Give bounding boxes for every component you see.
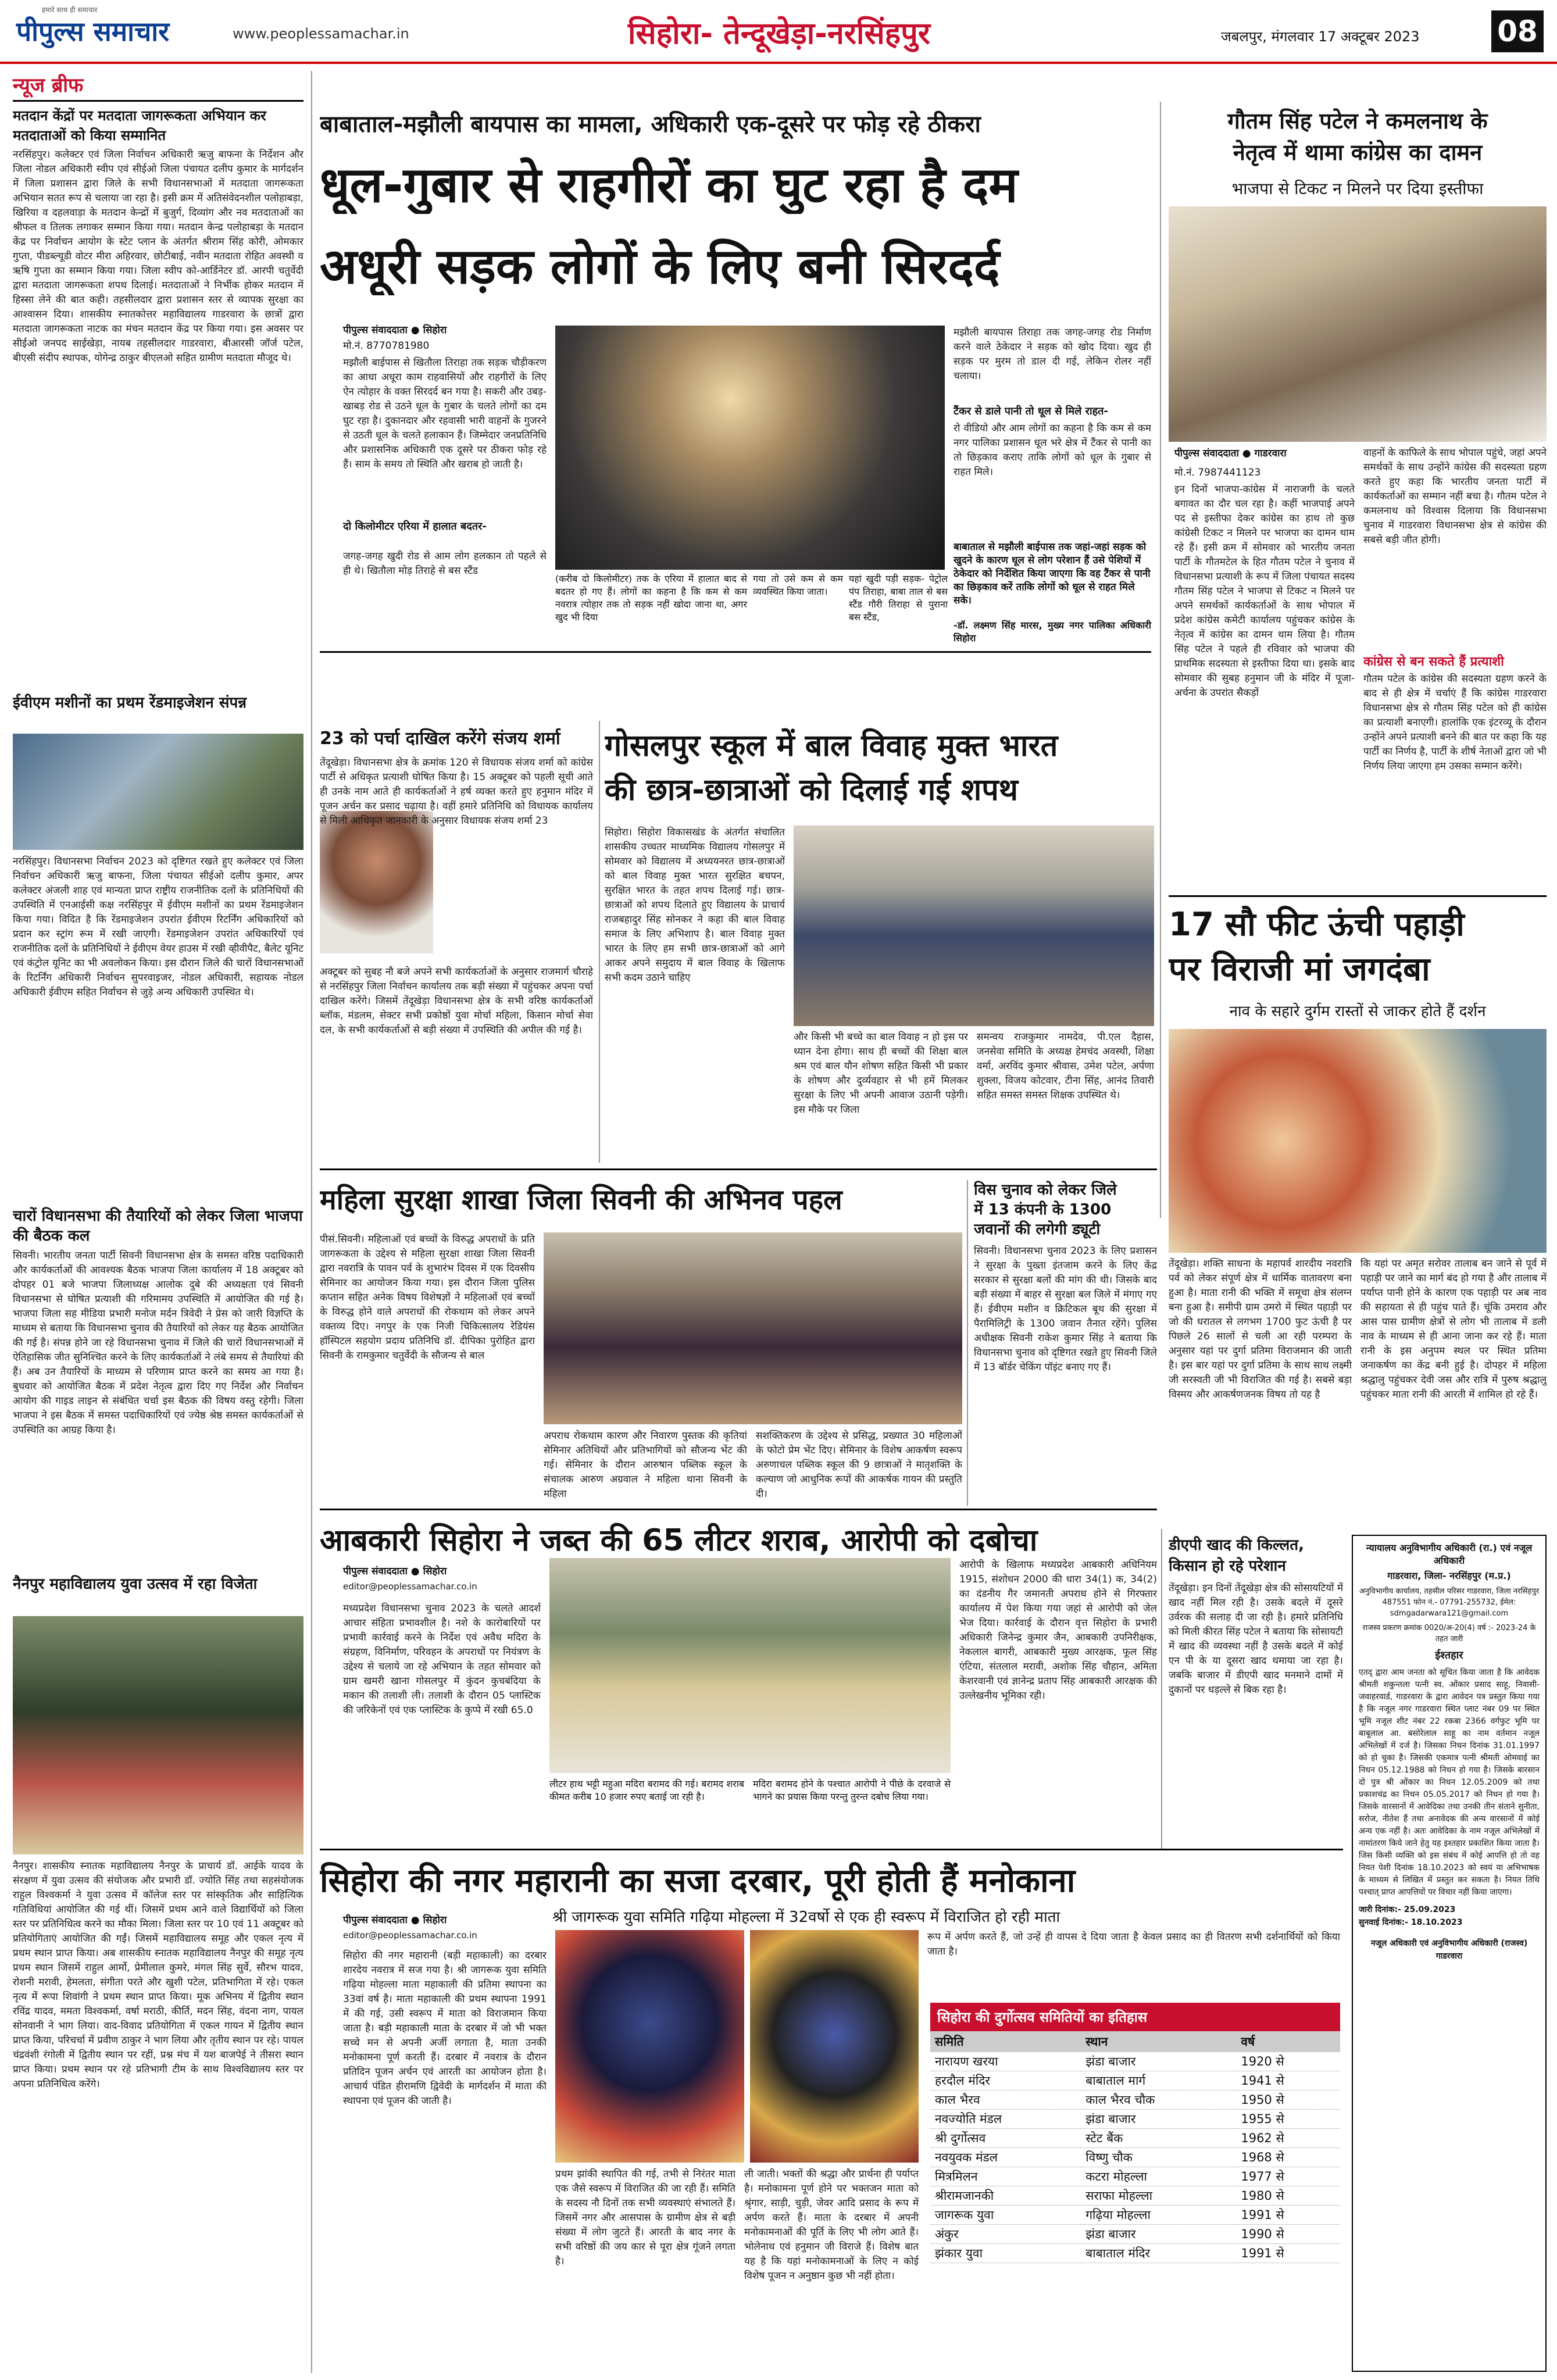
dust-headline-1: धूल-गुबार से राहगीरों का घुट रहा है दम <box>320 156 1018 213</box>
table-cell: झंकार युवा <box>930 2244 1081 2263</box>
notice-signature: नजूल अधिकारी एवं अनुविभागीय अधिकारी (राजस्व) गाडरवारा <box>1370 1939 1528 1961</box>
durga-col-2: कि यहां पर अमृत सरोवर तालाब बन जाने से पूर्व में पहाड़ी पर जाने का मार्ग बंद हो गया है और तालाब में पर्याप्त पानी होने के कारण एक पहाड़ी पर अब नाव की सहायता से ही पहुंच पाते हैं। चूंकि उमराव और आस पास ग्रामीण क्षेत्रों से लोग भी तालाब में डली नाव के माध्यम से ही आना जाना कर रहे हैं। माता रानी के इस अनुपम स्थल पर स्थित प्रतिमा जनाकर्षण का केंद्र बनी हुई है। दोपहर में महिला श्रद्धालु पहुंचकर देवी जस और रात्रि में पुरुष श्रद्धालु पहुंचकर माता रानी की आरती में शामिल हो रहे हैं। <box>1360 1258 1547 1400</box>
maharani-col-3: ली जाती। भक्तों की श्रद्धा और प्रार्थना ही पर्याप्त है। मनोकामना पूर्ण होने पर भक्तजन माता को श्रृंगार, साड़ी, चुड़ी, जेवर आदि प्रसाद के रूप में अर्पण करते हैं। माता के दरबार में अपनी मनोकामनाओं की पूर्ति के लिए भी लोग आते हैं। भोलेनाथ एवं हनुमान जी विराजे हैं। विशेष बात यह है कि यहां मनोकामनाओं के लिए न कोई विशेष पूजन न अनुष्ठान कुछ भी नहीं होता। <box>744 2168 919 2282</box>
dust-subhead-2: टैंकर से डाले पानी तो धूल से मिले राहत- <box>954 405 1108 417</box>
gautam-col-2b: गौतम पटेल के कांग्रेस की सदस्यता ग्रहण करने के बाद से ही क्षेत्र में चर्चाएं हैं कि कांग्रेस गाडरवारा विधानसभा क्षेत्र से गौतम सिंह पटेल को ही कांग्रेस का प्रत्याशी बनाएगी। हालांकि एक इंटरव्यू के दौरान उन्होंने अपने प्रत्याशी बनने की बात पर कहा कि यह पार्टी का निर्णय है, पार्टी के शीर्ष नेताओं द्वारा जो भी निर्णय लिया जाएगा हम उसका सम्मान करेंगे। <box>1363 673 1547 772</box>
table-cell: 1950 से <box>1236 2090 1340 2110</box>
gautam-deck: भाजपा से टिकट न मिलने पर दिया इस्तीफा <box>1231 179 1484 198</box>
mahila-col-2: अपराध रोकथाम कारण और निवारण पुस्तक की कृतियां सेमिनार अतिथियों और प्रतिभागियों को सौजन्य भेंट की गई। सेमिनार के दौरान आरुषान पब्लिक स्कूल के संचालक आरुण अग्रवाल ने महिला थाना सिवनी के महिला <box>544 1430 747 1500</box>
durga-photo <box>1169 1029 1547 1253</box>
news-brief-label: न्यूज ब्रीफ <box>13 74 84 97</box>
school-headline-2: की छात्र-छात्राओं को दिलाई गई शपथ <box>605 773 1019 807</box>
dust-contact: मो.नं. 8770781980 <box>343 340 430 352</box>
table-cell: सराफा मोहल्ला <box>1081 2186 1236 2206</box>
dust-col-3: मझौली बायपास तिराहा तक जगह-जगह रोड निर्माण करने वाले ठेकेदार ने सड़क को खोद दिया। खुद ही सड़क पर मुरम तो डाल दी गई, लेकिन रोलर नहीं चलाया। <box>954 327 1151 382</box>
logo: पीपुल्स समाचार <box>16 16 170 47</box>
table-cell: श्री दुर्गोत्सव <box>930 2129 1081 2148</box>
school-col-2: और किसी भी बच्चे का बाल विवाह न हो इस पर ध्यान देना होगा। साथ ही बच्चों की शिक्षा बाल श्रम एवं बाल यौन शोषण सहित किसी भी प्रकार के शोषण और दुर्व्यवहार से भी हमें मिलकर सुरक्षा के लिए भी अपनी आवाज उठानी पड़ेगी। इस मौके पर जिला <box>794 1031 968 1116</box>
dateline: जबलपुर, मंगलवार 17 अक्टूबर 2023 <box>1221 28 1420 45</box>
brief-3-body: सिवनी। भारतीय जनता पार्टी सिवनी विधानसभा क्षेत्र के समस्त वरिष्ठ पदाधिकारी और कार्यकर्ताओं की आवश्यक बैठक भाजपा जिला कार्यालय में 18 अक्टूबर को दोपहर 01 बजे भाजपा जिलाध्यक्ष आलोक दुबे की अध्यक्षता एवं सिवनी विधानसभा से घोषित प्रत्याशी की गरिमामय उपस्थिति में आयोजित की गई है। भाजपा जिला सह मीडिया प्रभारी मनोज मर्दन त्रिवेदी ने प्रेस को जारी विज्ञप्ति के माध्यम से बताया कि विधानसभा चुनाव की तैयारियों को लेकर यह बैठक आयोजित की गई है। संपन्न होने जा रहे विधानसभा चुनाव में जिले की चारों विधानसभाओं में ऐतिहासिक जीत सुनिश्चित करने के लिए कार्यकर्ताओं ने लंबे समय से तैयारियां की हैं। अब उन तैयारियों के माध्यम से परिणाम प्राप्त करने का समय आ गया है। बुधवार को आयोजित बैठक में प्रदेश नेतृत्व द्वारा दिए गए निर्देश और निर्वाचन आयोग की गाइड लाइन से संबंधित चर्चा इस बैठक की विषय वस्तु रहेगी। जिला भाजपा ने इस बैठक में समस्त पदाधिकारियों एवं ज्येष्ठ श्रेष्ठ समस्त कार्यकर्ताओं से उपस्थिति का आग्रह किया है। <box>13 1250 303 1436</box>
mahila-col-1: पीसं.सिवनी। महिलाओं एवं बच्चों के विरुद्ध अपराधों के प्रति जागरूकता के उद्देश्य से महिला सुरक्षा शाखा जिला सिवनी द्वारा नवरात्रि के पावन पर्व के शुभारंभ दिवस में एक दिवसीय सेमिनार का आयोजन किया गया। इस दौरान जिला पुलिस कप्तान सहित अनेक विषय विशेषज्ञों ने महिलाओं एवं बच्चों के विरुद्ध होने वाले अपराधों की रोकथाम को लेकर अपने वक्तव्य दिए। नगपुर के एक निजी चिकित्सालय रेडियंस हॉस्पिटल सहयोग प्रदाय प्रतिनिधि डॉ. दीपिका पुरोहित द्वारा सिवनी के रामकुमार चतुर्वेदी के सौजन्य से बाल <box>320 1234 535 1361</box>
dust-col-3b: रो वीडियो और आम लोगों का कहना है कि कम से कम नगर पालिका प्रशासन धूल भरे क्षेत्र में टैंकर से पानी का तो छिड़काव कराए ताकि लोगों को धूल के गुबार से राहत मिले। <box>954 423 1151 478</box>
divider <box>320 1849 1343 1850</box>
gautam-contact: मो.नं. 7987441123 <box>1174 467 1261 478</box>
dust-caption-a: (करीब दो किलोमीटर) तक के एरिया में हालात बाद से बदतर हो गए हैं। लोगों का कहना है कि कम से कम नवरात्र त्योहार तक तो सड़क नहीं खोदा जाना था, अगर खुद भी दिया <box>555 573 747 623</box>
table-row <box>930 2244 1340 2263</box>
table-row <box>930 2090 1340 2110</box>
maharani-byline: पीपुल्स संवाददाता ● सिहोरा <box>343 1914 447 1926</box>
liquor-col-3: आरोपी के खिलाफ मध्यप्रदेश आबकारी अधिनियम 1915, संशोधन 2000 की धारा 34(1) क, 34(2) का दंडनीय गैर जमानती अपराध होने से गिरफ्तार कार्यालय में पेश किया गया जहां से आरोपी को जेल भेज दिया। कार्रवाई के दौरान वृत्त सिहोरा के प्रभारी अधिकारी जिनेन्द्र कुमार जैन, आबकारी उपनिरीक्षक, नेकलाल बागरी, आबकारी मुख्य आरक्षक, फूल सिंह एंटिया, संतलाल मरावी, अशोक सिंह चौहान, अमिता केशरवानी एवं ज्ञानेन्द्र प्रताप सिंह आबकारी आरक्षक की उल्लेखनीय भूमिका रही। <box>959 1559 1157 1702</box>
maharani-email: editor@peoplessamachar.co.in <box>343 1930 477 1941</box>
table-row <box>930 2186 1340 2206</box>
table-cell: नवज्योति मंडल <box>930 2110 1081 2129</box>
table-row <box>930 2206 1340 2225</box>
mahila-photo <box>544 1232 962 1424</box>
table-cell: हरदौल मंदिर <box>930 2071 1081 2090</box>
liquor-caption-b: मदिरा बरामद होने के पश्चात आरोपी ने पीछे के दरवाजे से भागने का प्रयास किया परन्तु तुरन्त दबोच लिया गया। <box>753 1778 951 1802</box>
table-row <box>930 2052 1340 2071</box>
table-cell: झंडा बाजार <box>1081 2110 1236 2129</box>
gautam-headline-2: नेतृत्व में थामा कांग्रेस का दामन <box>1233 140 1483 165</box>
section-title: सिहोरा- तेन्दूखेड़ा-नरसिंहपुर <box>628 16 931 51</box>
table-cell: बाबाताल मंदिर <box>1081 2244 1236 2263</box>
logo-tagline: हमारे साथ ही समाचार <box>42 6 98 14</box>
notice-header: न्यायालय अनुविभागीय अधिकारी (रा.) एवं नजूल अधिकारी <box>1366 1542 1533 1566</box>
maharani-photo-1 <box>555 1930 744 2163</box>
dust-caption-b: गया तो उसे कम से कम व्यवस्थित किया जाता। <box>753 573 843 597</box>
column-divider <box>311 71 312 2373</box>
table-row <box>930 2225 1340 2244</box>
brief-1-body: नरसिंहपुर। कलेक्टर एवं जिला निर्वाचन अधिकारी ऋजु बाफना के निर्देशन और जिला नोडल अधिकारी स्वीप एवं सीईओ जिला पंचायत दलीप कुमार के मार्गदर्शन में जिला प्रशासन द्वारा जिले के सभी विधानसभाओं में मतदाता जागरूकता अभियान सतत रूप से चलाया जा रहा है। इसी क्रम में अतिसंवेदनशील पलोहाबड़ा, खिरिया व दहलवाड़ा के मतदान केन्द्रों में बुजुर्ग, दिव्यांग और नव मतदाताओं का श्रीफल व तिलक लगाकर सम्मान किया गया। मतदान केन्द्र पलोहाबड़ा के मतदान केंद्र पर निर्वाचन आयोग के स्टेट प्लान के अंतर्गत श्रीराम सिंह कोरी, ओमकार गुप्ता, पीडब्ल्यूडी वोटर मीरा अहिरवार, छोटीबाई, नवीन मतदाता रोहित अवस्थी व ऋषि गुप्ता का सम्मान किया गया। जिला स्वीप को-आर्डिनेटर डॉ. आरपी चतुर्वेदी द्वारा मतदाता जागरूकता शपथ दिलाई। मतदाताओं ने निर्भीक होकर मतदान में हिस्सा लेने की बात कही। तहसीलदार द्वारा प्रशासन स्तर से व्यापक सुरक्षा का आश्वासन दिया। शासकीय स्नातकोत्तर महाविद्यालय गाडरवारा के छात्रों द्वारा मतदाता जागरूकता नाटक का मंचन मतदान केंद्र पर किया गया। इस अवसर पर सीईओ जनपद साईखेड़ा, नायब तहसीलदार गाडरवारा, बीआरसी जॉर्ज पटेल, बीएसी संदीप स्थापक, योगेन्द्र ठाकुर बीएलओ सहित ग्रामीण मतदाता मौजूद थे। <box>13 149 303 364</box>
table-cell: जागरूक युवा <box>930 2206 1081 2225</box>
column-divider <box>599 721 600 1163</box>
school-headline-1: गोसलपुर स्कूल में बाल विवाह मुक्त भारत <box>605 728 1058 763</box>
notice-body: एतद् द्वारा आम जनता को सूचित किया जाता है कि आवेदक श्रीमती शकुन्तला पत्नी स्व. ओंकार प्रसाद साहू, निवासी- जवाहरवार्ड, गाडरवारा के द्वारा आवेदन पत्र प्रस्तुत किया गया है कि नजूल नगर गाडरवारा स्थित प्लाट नंबर 09 पर स्थित भूमि नजूल शीट नंबर 22 रकबा 2366 वर्गफुट भूमि पर बाबूलाल आ. बसोरेलाल साहू का नाम वर्तमान नजूल अभिलेखों में दर्ज है। जिसका निधन दिनांक 31.01.1997 को हो चुका है। जिसकी एकमात्र पत्नी श्रीमती ओमवाई का निधन 05.12.1988 को निधन हो गया है। जिसके बारसान दो पुत्र श्री ओंकार का निधन 12.05.2009 को तथा प्रकाशचंद्र का निधन 05.05.2017 को निधन हो गया है। जिसके वारसानों में आवेदिका तथा उनकी तीन संताने सुनीता, सरोज, नीतेश हैं तथा अनावेदक की अन्य वारसानों में कोई अन्य एक नहीं है। अतः आवेदिका के नाम नजूल अभिलेखों में नामांतरण किये जाने हेतु यह इश्तहार प्रकाशित किया जाता है। जिस किसी व्यक्ति को इस संबंध में कोई आपत्ति हो तो वह नियत पेशी दिनांक 18.10.2023 को स्वयं या अभिभाषक के माध्यम से लिखित में प्रस्तुत कर सकता है। नियत तिथि पश्चात् प्राप्त आपत्तियों पर विचार नहीं किया जाएगा। <box>1359 1668 1540 1897</box>
dap-headline-2: किसान हो रहे परेशान <box>1169 1557 1286 1575</box>
table-row <box>930 2110 1340 2129</box>
election-headline-1: विस चुनाव को लेकर जिले <box>974 1181 1117 1199</box>
mahila-headline: महिला सुरक्षा शाखा जिला सिवनी की अभिनव पहल <box>320 1184 842 1216</box>
dust-subhead-1: दो किलोमीटर एरिया में हालात बदतर- <box>343 520 487 533</box>
dap-headline-1: डीएपी खाद की किल्लत, <box>1169 1536 1304 1554</box>
table-cell: बाबाताल मार्ग <box>1081 2071 1236 2090</box>
gautam-byline: पीपुल्स संवाददाता ● गाडरवारा <box>1174 448 1287 459</box>
table-cell: 1962 से <box>1236 2129 1340 2148</box>
mahila-col-3: सशक्तिकरण के उद्देश्य से प्रसिद्ध, प्रख्यात 30 महिलाओं के फोटो प्रेम भेंट दिए। सेमिनार के विशेष आकर्षण स्वरूप अरुणाचल पब्लिक स्कूल की 9 छात्राओं ने मातृशक्ति के कल्याण जो आधुनिक रूपों की आकर्षक गायन की प्रस्तुति दी। <box>756 1430 962 1500</box>
sanjay-headline: 23 को पर्चा दाखिल करेंगे संजय शर्मा <box>320 728 560 749</box>
sanjay-col-2: अक्टूबर को सुबह नौ बजे अपने सभी कार्यकर्ताओं के अनुसार राजमार्ग चौराहे से नरसिंहपुर जिला निर्वाचन कार्यालय तक बड़ी संख्या में पहुंचकर अपना पर्चा दाखिल करेंगे। जिसमें तेंदूखेड़ा विधानसभा क्षेत्र के सभी वरिष्ठ कार्यकर्ताओं ब्लॉक, मंडलम, सेक्टर सभी प्रकोष्ठों युवा मोर्चा महिला, किसान मोर्चा सेवा दल, के सभी कार्यकर्ताओं से बड़ी संख्या में उपस्थिति की अपील की गई है। <box>320 966 593 1036</box>
election-headline-2: में 13 कंपनी के 1300 <box>974 1201 1112 1218</box>
gautam-photo <box>1169 206 1547 442</box>
brief-4-body: नैनपुर। शासकीय स्नातक महाविद्यालय नैनपुर के प्राचार्य डॉ. आईके यादव के संरक्षण में युवा उत्सव की संयोजक और प्रभारी डॉ. ज्योति सिंह तथा सहसंयोजक राहुल विश्वकर्मा ने युवा उत्सव में कॉलेज स्तर पर सांस्कृतिक और साहित्यिक गतिविधियां आयोजित की गई थीं। जिसमें प्रथम आने वाले विद्यार्थियों को जिला स्तर पर प्रतिनिधित्व करने का मौका मिला। जिला स्तर पर 10 एवं 11 अक्टूबर को प्रतियोगिताएं आयोजित की गईं। जिसमें महाविद्यालय समूह और एकल नृत्य में प्रथम स्थान प्राप्त किया। अब शासकीय स्नातक महाविद्यालय नैनपुर की समूह नृत्य प्रथम स्थान जिसमें राहुल आर्मो, प्रेमीलाल कुमरे, मंगल सिंह सुर्वे, सौरभ यादव, रोशनी मरावी, हेमलता, संगीता परते और खुशी पटेल, प्रतिभागिता में रहे। एकल नृत्य में रूपा शिवांगी ने प्रथम स्थान प्राप्त किया। मूक अभिनय में द्वितीय स्थान रविंद्र यादव, ममता विश्वकर्मा, वर्षा मराठी, कीर्ति, मदन सिंह, वंदना नाग, पायल सोनवानी ने भाग लिया। वाद-विवाद प्रतियोगिता में एकल गायन में द्वितीय स्थान प्राप्त किया, परिचर्चा में प्रवीण ठाकुर ने भाग लिया और तृतीय स्थान पर रहे। पायल चंद्रवंशी रंगोली में द्वितीय स्थान पर रहीं, प्रश्न मंच में यश बाजपेई ने तीसरा स्थान प्राप्त किया। प्रथम स्थान पर रहे प्रतिभागी टीम के साथ विश्वविद्यालय स्तर पर अपना प्रतिनिधित्व करेंगे। <box>13 1860 303 2090</box>
liquor-headline: आबकारी सिहोरा ने जब्त की 65 लीटर शराब, आरोपी को दबोचा <box>320 1523 1038 1558</box>
notice-case: राजस्व प्रकरण क्रमांक 0020/अ-20(4) वर्ष :- 2023-24 के तहत जारी <box>1362 1624 1536 1643</box>
liquor-photo <box>549 1558 951 1773</box>
gautam-headline-1: गौतम सिंह पटेल ने कमलनाथ के <box>1227 108 1488 134</box>
table-cell: झंडा बाजार <box>1081 2052 1236 2071</box>
table-cell: 1920 से <box>1236 2052 1340 2071</box>
brief-4-title: नैनपुर महाविद्यालय युवा उत्सव में रहा विजेता <box>13 1575 258 1593</box>
durgotsav-table <box>930 2003 1340 2263</box>
column-divider <box>1160 102 1161 1218</box>
durga-deck: नाव के सहारे दुर्गम रास्तों से जाकर होते हैं दर्शन <box>1229 1003 1486 1020</box>
school-photo <box>794 826 1154 1026</box>
divider <box>13 100 303 102</box>
liquor-email: editor@peoplessamachar.co.in <box>343 1581 477 1592</box>
dust-photo <box>555 326 945 570</box>
table-cell: काल भैरव चौक <box>1081 2090 1236 2110</box>
liquor-col-1: मध्यप्रदेश विधानसभा चुनाव 2023 के चलते आदर्श आचार संहिता प्रभावशील है। नशे के कारोबारियों पर प्रभावी कार्रवाई करने के निर्देश एवं अवैध मदिरा के संग्रहण, विनिर्माण, परिवहन के अपराधों पर नियंत्रण के उद्देश्य से चलाये जा रहे अभियान के तहत सोमवार को ग्राम खमरी खाना गोसलपुर में कुंदन कुचबंदिया के मकान की तलाशी ली। तलाशी के दौरान 05 प्लास्टिक की जरिकेनों एवं एक प्लास्टिक के कुप्पे में रखी 65.0 <box>343 1603 541 1716</box>
notice-place: गाडरवारा, जिला- नरसिंहपुर (म.प्र.) <box>1387 1570 1511 1581</box>
durga-headline-2: पर विराजी मां जगदंबा <box>1169 950 1430 988</box>
durga-headline-1: 17 सौ फीट ऊंची पहाड़ी <box>1169 906 1465 944</box>
maharani-col-4: रूप में अर्पण करते हैं, जो उन्हें ही वापस दे दिया जाता है केवल प्रसाद का ही वितरण सभी दर्शनार्थियों को किया जाता है। <box>927 1931 1340 1957</box>
table-cell: 1990 से <box>1236 2225 1340 2244</box>
gautam-col-2: वाहनों के काफिले के साथ भोपाल पहुंचे, जहां अपने समर्थकों के साथ उन्होंने कांग्रेस की सदस्यता ग्रहण करते हुए कहा कि भारतीय जनता पार्टी में कार्यकर्ताओं का सम्मान नहीं बचा है। गौतम पटेल ने कमलनाथ को विश्वास दिलाया कि विधानसभा चुनाव में गाडरवारा विधानसभा क्षेत्र से कांग्रेस की सबसे बड़ी जीत होगी। <box>1363 447 1547 546</box>
table-row <box>930 2071 1340 2090</box>
maharani-col-2: प्रथम झांकी स्थापित की गई, तभी से निरंतर माता एक जैसे स्वरूप में विराजित की जा रही हैं। समिति के सदस्य नौ दिनों तक सभी व्यवस्थाएं संभालते हैं। जिसमें नगर और आसपास के ग्रामीण क्षेत्र से बड़ी संख्या में लोग जुटते हैं। आरती के बाद नगर के सभी वरिष्ठों की जय कार से पूरा क्षेत्र गूंजने लगता है। <box>555 2168 735 2267</box>
brief-3-title: चारों विधानसभा की तैयारियों को लेकर जिला भाजपा की बैठक कल <box>13 1207 303 1245</box>
table-cell: 1991 से <box>1236 2206 1340 2225</box>
dust-col-1b: जगह-जगह खुदी रोड से आम लोग हलकान तो पहले से ही थे। खितौला मोड़ तिराहे से बस स्टैंड <box>343 551 547 577</box>
brief-1-title: मतदान केंद्रों पर मतदाता जागरूकता अभियान कर मतदाताओं को किया सम्मानित <box>13 108 266 144</box>
table-cell: 1955 से <box>1236 2110 1340 2129</box>
notice-address: अनुविभागीय कार्यालय, तहसील परिसर गाडरवारा, जिला नरसिंहपुर 487551 फोन नं.- 07791-255732, ईमेल: sdmgadarwara121@gmail.com <box>1359 1587 1540 1618</box>
divider <box>1169 895 1547 897</box>
maharani-col-1: सिहोरा की नगर महारानी (बड़ी महाकाली) का दरबार शारदेय नवरात्र में सज गया है। श्री जागरूक युवा समिति गढ़िया मोहल्ला माता महाकाली की प्रतिमा स्थापना का 33वां वर्ष है। माता महाकाली की प्रथम स्थापना 1991 में की गई, उसी स्वरूप में माता को विराजमान किया जाता है। बड़ी महाकाली माता के दरबार में जो भी भक्त सच्चे मन से अपनी अर्जी लगाता है, माता उनकी मनोकामना पूर्ण करती हैं। दरबार में नवरात्र के दौरान प्रतिदिन पूजन अर्चन एवं आरती का आयोजन होता है। आचार्य पंडित हीरामणि द्विवेदी के मार्गदर्शन में माता की स्थापना एवं पूजन की जाती है। <box>343 1950 547 2107</box>
brief-2-body: नरसिंहपुर। विधानसभा निर्वाचन 2023 को दृष्टिगत रखते हुए कलेक्टर एवं जिला निर्वाचन अधिकारी ऋजु बाफना, जिला पंचायत सीईओ दलीप कुमार, अपर कलेक्टर अंजली शाह एवं मान्यता प्राप्त राष्ट्रीय राजनीतिक दलों के प्रतिनिधियों की उपस्थिति में एनआईसी कक्ष नरसिंहपुर में ईवीएम मशीनों का प्रथम रेंडमाइजेशन किया गया। विदित है कि रेंडमाइजेशन उपरांत ईवीएम रिटर्निंग अधिकारियों को प्रदान कर स्ट्रांग रूम में रखी जाएगी। रेंडमाइजेशन उपरांत अधिकारियों एवं राजनीतिक दलों के प्रतिनिधियों ने ईवीएम वेयर हाउस में रखी व्हीवीपैट, बैलेट यूनिट एवं कंट्रोल यूनिट का भी अवलोकन किया। इस दौरान जिले की चारों विधानसभाओं के रिटर्निंग अधिकारी निर्वाचन सुपरवाइजर, नोडल अधिकारी, सहायक नोडल अधिकारी ईवीएम सहित निर्वाचन से जुड़े अन्य अधिकारी उपस्थित थे। <box>13 856 303 998</box>
notice-issue-date: जारी दिनांक:- 25.09.2023 <box>1359 1905 1456 1914</box>
brief-2-title: ईवीएम मशीनों का प्रथम रेंडमाइजेशन संपन्न <box>13 694 247 712</box>
table-header: वर्ष <box>1236 2031 1340 2052</box>
masthead <box>0 0 1557 64</box>
liquor-byline: पीपुल्स संवाददाता ● सिहोरा <box>343 1566 447 1577</box>
divider <box>320 1168 1157 1170</box>
table-cell: कटरा मोहल्ला <box>1081 2167 1236 2186</box>
gautam-col-1: इन दिनों भाजपा-कांग्रेस में नाराजगी के चलते बगावत का दौर चल रहा है। कहीं भाजपाई अपने पद से इस्तीफा देकर कांग्रेस का हाथ तो कुछ कांग्रेसी टिकट न मिलने पर भाजपा का दामन थाम रहे हैं। इसी क्रम में सोमवार को भारतीय जनता पार्टी के गौतमटेल के हित गौतम पटेल ने चुनाव में विधानसभा प्रत्याशी के रूप में जिला पंचायत सदस्य गौतम सिंह पटेल ने भाजपा से टिकट न मिलने पर अपने समर्थकों कार्यकर्ताओं के साथ भोपाल में प्रदेश कांग्रेस कमेटी कार्यालय पहुंचकर कांग्रेस के नेतृत्व में कांग्रेस का दामन थाम लिया है। गौतम सिंह पटेल ने पहले ही रविवार को भाजपा की प्राथमिक सदस्यता से इस्तीफा दिया था। इसके बाद सोमवार की सुबह हनुमान जी के मंदिर में पूजा-अर्चना के उपरांत सैकड़ों <box>1174 484 1355 699</box>
table-cell: 1941 से <box>1236 2071 1340 2090</box>
table-cell: 1980 से <box>1236 2186 1340 2206</box>
durga-col-1: तेंदूखेड़ा। शक्ति साधना के महापर्व शारदीय नवरात्रि पर्व को लेकर संपूर्ण क्षेत्र में धार्मिक वातावरण बना हुआ है। माता रानी की भक्ति में समूचा क्षेत्र संलग्न बना हुआ है। समीपी ग्राम उमरो में स्थित पहाड़ी पर जो की धरातल से लगभग 1700 फुट ऊंची है पर पिछले 26 सालों से चली आ रही परम्परा के अनुसार यहां पर दुर्गा प्रतिमा विराजमान की जाती है। इस बार यहां पर दुर्गा प्रतिमा के साथ साथ लक्ष्मी जी सरस्वती जी भी विराजित की गई है। सबसे बड़ा विस्मय और आकर्षणजनक विषय तो यह है <box>1169 1258 1352 1400</box>
history-table <box>930 2031 1340 2263</box>
notice-hearing-date: सुनवाई दिनांक:- 18.10.2023 <box>1359 1918 1463 1927</box>
maharani-headline: सिहोरा की नगर महारानी का सजा दरबार, पूरी होती हैं मनोकाना <box>320 1862 1076 1900</box>
table-cell: झंडा बाजार <box>1081 2225 1236 2244</box>
dust-col-1: मझौली बाईपास से खितौला तिराहा तक सड़क चौड़ीकरण का आधा अधूरा काम राहवासियों और राहगीरों के लिए ऐन त्योहार के वक्त सिरदर्द बन गया है। सकरी और उबड़-खाबड़ रोड से उठने धूल के गुबार के चलते लोगों का दम घुट रहा है। दुकानदार और रहवासी भारी वाहनों के गुजरने से उठती धूल के चलते हलाकान हैं। जिम्मेदार जनप्रतिनिधि और प्रशासनिक अधिकारी एक दूसरे पर ठीकरा फोड़ रहे हैं। साम के समय तो स्थिति और खराब हो जाती है। <box>343 357 547 470</box>
maharani-deck: श्री जागरूक युवा समिति गढ़िया मोहल्ला में 32वर्षो से एक ही स्वरूप में विराजित हो रही माता <box>552 1909 1060 1926</box>
column-divider <box>967 1180 968 1506</box>
school-col-1: सिहोरा। सिहोरा विकासखंड के अंतर्गत संचालित शासकीय उच्चतर माध्यमिक विद्यालय गोसलपुर में सोमवार को विद्यालय में अध्ययनरत छात्र-छात्राओं को बाल विवाह मुक्त भारत सुरक्षित बचपन, सुरक्षित भारत के तहत शपथ दिलाई गई। छात्र-छात्राओं को शपथ दिलाते हुए विद्यालय के प्राचार्य राजबहादुर सिंह सोनकर ने कहा की बाल विवाह समाज के लिए अभिशाप है। बाल विवाह मुक्त भारत के लिए हम सभी छात्र-छात्राओं को आगे आकर अपने समुदाय में बाल विवाह के खिलाफ सभी कदम उठाने चाहिए <box>605 827 785 984</box>
notice-title: ईश्तहार <box>1435 1649 1463 1661</box>
dust-kicker: बाबाताल-मझौली बायपास का मामला, अधिकारी एक-दूसरे पर फोड़ रहे ठीकरा <box>320 111 981 138</box>
table-cell: नवयुवक मंडल <box>930 2148 1081 2167</box>
table-cell: अंकुर <box>930 2225 1081 2244</box>
table-title: सिहोरा की दुर्गोत्सव समितियों का इतिहास <box>930 2003 1340 2031</box>
column-divider <box>1161 1529 1162 1849</box>
dust-caption-c: यहां खुदी पड़ी सड़क- पेट्रोल पंप तिराहा, बाबा ताल से बस स्टैंड गौरी तिराहा से पुराना बस स्टैंड, <box>849 573 948 623</box>
table-cell: 1968 से <box>1236 2148 1340 2167</box>
table-cell: मित्रमिलन <box>930 2167 1081 2186</box>
court-notice <box>1352 1535 1547 2372</box>
gautam-subhead: कांग्रेस से बन सकते हैं प्रत्याशी <box>1363 655 1504 669</box>
school-col-3: समन्वय राजकुमार नामदेव, पी.एल दैहास, जनसेवा समिति के अध्यक्ष हेमचंद अवस्थी, शिक्षा वर्मा, अरविंद कुमार श्रीवास, उमेश पटेल, अर्पणा शुक्ला, विजय कोटवार, टीना सिंह, आनंद तिवारी सहित समस्त समस्त शिक्षक उपस्थित थे। <box>977 1031 1154 1101</box>
table-cell: काल भैरव <box>930 2090 1081 2110</box>
dust-quote-by: -डॉ. लक्ष्मण सिंह मारस, मुख्य नगर पालिका अधिकारी सिहोरा <box>954 620 1151 644</box>
dap-col-1: तेंदूखेड़ा। इन दिनों तेंदूखेड़ा क्षेत्र की सोसायटियों में खाद नहीं मिल रही है। उसके बदले में दूसरे उर्वरक की सलाह दी जा रही है। हमारे प्रतिनिधि को मिली कीरत सिंह पटेल ने बताया कि सोसायटी में खाद की व्यवस्था नहीं है उसके बदले में कोई एन पी के या दूसरा खाद थमाया जा रहा है। जबकि बाजार में डीएपी खाद मनमाने दामों में दुकानों पर धड़ल्ले से बिक रहा है। <box>1169 1582 1343 1696</box>
table-row <box>930 2148 1340 2167</box>
divider <box>320 651 1151 653</box>
dust-quote: बाबाताल से मझौली बाईपास तक जहां-जहां सड़क को खुदने के कारण धूल से लोग परेशान हैं उसे पेशियों में ठेकेदार को निर्देशित किया जाएगा कि वह टैंकर से पानी का छिड़काव करें ताकि लोगों को धूल से राहत मिले सके। <box>954 541 1151 606</box>
dust-headline-2: अधूरी सड़क लोगों के लिए बनी सिरदर्द <box>320 238 1000 295</box>
divider <box>320 1509 1157 1510</box>
table-row <box>930 2167 1340 2186</box>
site-url: www.peoplessamachar.in <box>233 26 409 42</box>
liquor-caption-a: लीटर हाथ भट्टी महुआ मदिरा बरामद की गई। बरामद शराब कीमत करीब 10 हजार रुपए बताई जा रही है। <box>549 1778 744 1802</box>
election-headline-3: जवानों की लगेगी ड्यूटी <box>974 1221 1101 1238</box>
election-col-1: सिवनी। विधानसभा चुनाव 2023 के लिए प्रशासन ने सुरक्षा के पुख्ता इंतजाम करने के लिए केंद्र सरकार से सुरक्षा बलों की मांग की थी। जिसके बाद बड़ी संख्या में बाहर से सुरक्षा बल जिले में मंगाए गए हैं। ईवीएम मशीन व क्रिटिकल बूथ की सुरक्षा में पैरामिलिट्री के 1300 जवान तैनात रहेंगे। पुलिस अधीक्षक सिवनी राकेश कुमार सिंह ने बताया कि विधानसभा चुनाव को दृष्टिगत रखते हुए सिवनी जिले में 13 बॉर्डर चेकिंग पॉइंट बनाए गए हैं। <box>974 1245 1157 1373</box>
table-header: समिति <box>930 2031 1081 2052</box>
table-cell: विष्णु चौक <box>1081 2148 1236 2167</box>
table-cell: 1991 से <box>1236 2244 1340 2263</box>
table-cell: स्टेट बैंक <box>1081 2129 1236 2148</box>
maharani-photo-2 <box>750 1930 919 2163</box>
sanjay-col-1: तेंदूखेड़ा। विधानसभा क्षेत्र के क्रमांक 120 से विधायक संजय शर्मा को कांग्रेस पार्टी से अधिकृत प्रत्याशी घोषित किया है। 15 अक्टूबर को पहली सूची आते ही उनके नाम आते ही कार्यकर्ताओं ने हर्ष व्यक्त करते हुए हनुमान मंदिर में पूजन अर्चन कर प्रसाद चढ़ाया है। वहीं हमारे प्रतिनिधि को विधायक कार्यालय से मिली आधिकृत जानकारी के अनुसार विधायक संजय शर्मा 23 <box>320 757 593 827</box>
table-header: स्थान <box>1081 2031 1236 2052</box>
dust-byline: पीपुल्स संवाददाता ● सिहोरा <box>343 324 447 336</box>
table-cell: गढ़िया मोहल्ला <box>1081 2206 1236 2225</box>
table-row <box>930 2129 1340 2148</box>
evm-photo <box>13 734 303 850</box>
page-number: 08 <box>1491 10 1544 52</box>
table-cell: 1977 से <box>1236 2167 1340 2186</box>
table-cell: श्रीरामजानकी <box>930 2186 1081 2206</box>
nainpur-photo <box>13 1616 303 1854</box>
table-cell: नारायण खरया <box>930 2052 1081 2071</box>
